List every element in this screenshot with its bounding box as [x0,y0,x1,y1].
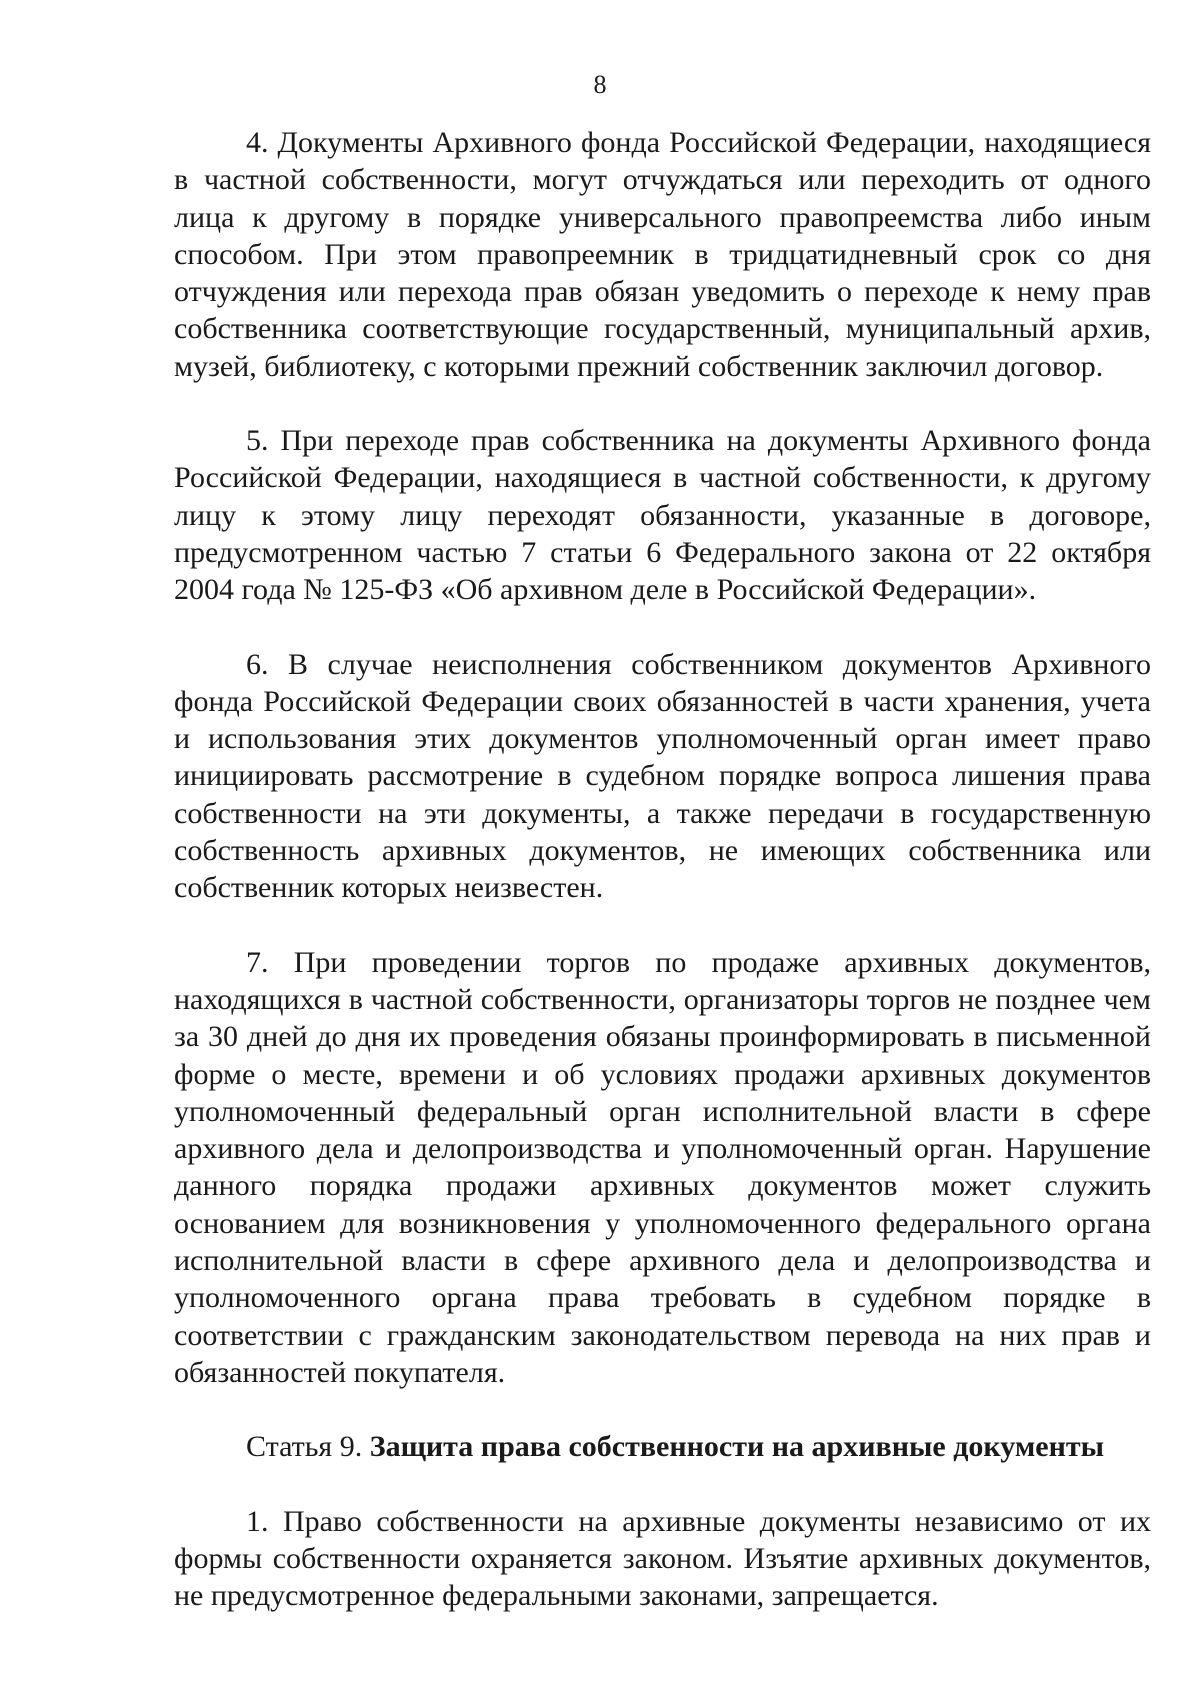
paragraph-spacer [174,907,1151,944]
page-number: 8 [593,70,607,99]
paragraph-spacer [174,385,1151,422]
article-title: Защита права собственности на архивные документы [369,1430,1105,1464]
paragraph-spacer [174,609,1151,646]
article-label: Статья 9. [246,1430,363,1464]
article-paragraph-1: 1. Право собственности на архивные документы независимо от их формы собственности охраняется законом. Изъятие архивных документов, не предусмотренное федеральными законами, запрещается. [174,1504,1151,1613]
paragraph-4: 4. Документы Архивного фонда Российской Федерации, находящиеся в частной собственности, могут отчуждаться или переходить от одного лица к другому в порядке универсального правопреемства либо иным способом. При этом правопреемник в тридцатидневный срок со дня отчуждения или перехода прав обязан уведомить о переходе к нему прав собственника соответствующие государственный, муниципальный архив, музей, библиотеку, с которыми прежний собственник заключил договор. [174,126,1151,383]
document-body [174,124,1151,1614]
paragraph-spacer [174,1466,1151,1503]
paragraph-6: 6. В случае неисполнения собственником документов Архивного фонда Российской Федерации своих обязанностей в части хранения, учета и использования этих документов уполномоченный орган имеет право инициировать рассмотрение в судебном порядке вопроса лишения права собственности на эти документы, а также передачи в государственную собственность архивных документов, не имеющих собственника или собственник которых неизвестен. [174,647,1151,905]
article-heading [174,1428,1151,1465]
paragraph-spacer [174,1391,1151,1428]
paragraph-5: 5. При переходе прав собственника на документы Архивного фонда Российской Федерации, находящиеся в частной собственности, к другому лицу к этому лицу переходят обязанности, указанные в договоре, предусмотренном частью 7 статьи 6 Федерального закона от 22 октября 2004 года № 125-ФЗ «Об архивном деле в Российской Федерации». [174,424,1151,607]
paragraph-7: 7. При проведении торгов по продаже архивных документов, находящихся в частной собственности, организаторы торгов не позднее чем за 30 дней до дня их проведения обязаны проинформировать в письменной форме о месте, времени и об условиях продажи архивных документов уполномоченный федеральный орган исполнительной власти в сфере архивного дела и делопроизводства и уполномоченный орган. Нарушение данного порядка продажи архивных документов может служить основанием для возникновения у уполномоченного федерального органа исполнительной власти в сфере архивного дела и делопроизводства и уполномоченного органа права требовать в судебном порядке в соответствии с гражданским законодательством перевода на них прав и обязанностей покупателя. [174,945,1151,1389]
